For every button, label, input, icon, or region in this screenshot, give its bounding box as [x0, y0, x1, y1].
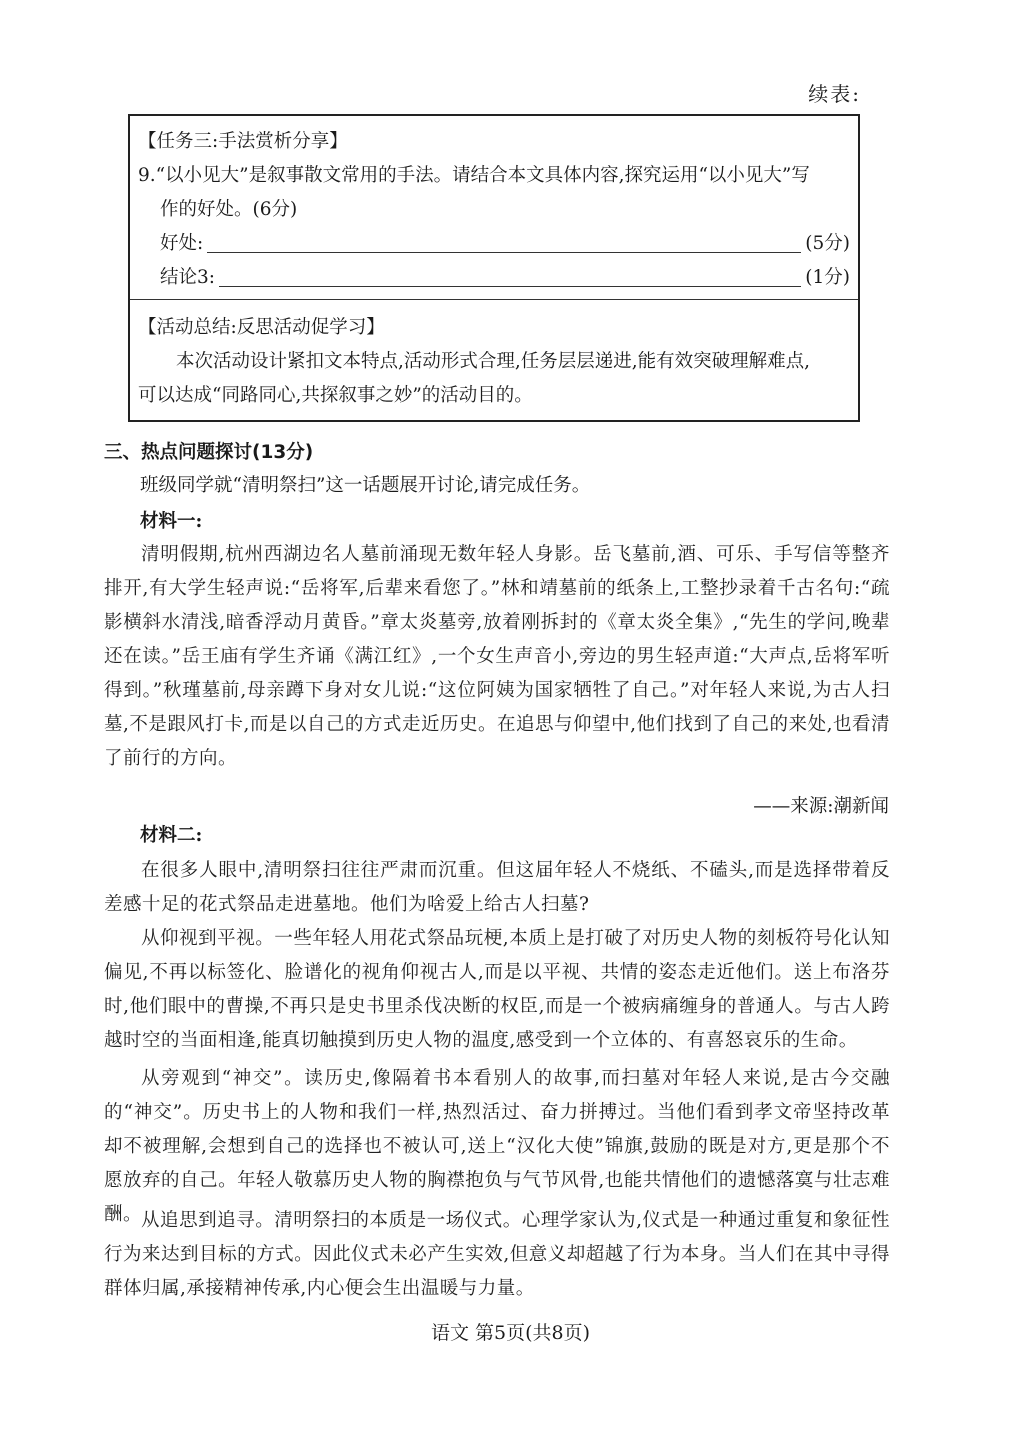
conclusion-answer-blank[interactable]	[219, 268, 801, 287]
summary-title: 【活动总结:反思活动促学习】	[138, 317, 385, 338]
material2-label: 材料二:	[140, 825, 203, 846]
summary-line2: 可以达成“同路同心,共探叙事之妙”的活动目的。	[138, 385, 533, 406]
material2-paragraph-4: 从追思到追寻。清明祭扫的本质是一场仪式。心理学家认为,仪式是一种通过重复和象征性行为来达到目标的方式。因此仪式未必产生实效,但意义却超越了行为本身。当人们在其中寻得群体归属,承接精神传承,内心便会生出温暖与力量。	[104, 1210, 890, 1299]
benefit-label: 好处:	[160, 233, 204, 254]
summary-line1: 本次活动设计紧扣文本特点,活动形式合理,任务层层递进,能有效突破理解难点,	[176, 351, 811, 372]
section3-heading: 三、热点问题探讨(13分)	[104, 442, 314, 463]
continued-label: 续表:	[808, 82, 861, 106]
conclusion-answer-row	[160, 266, 850, 290]
conclusion-label: 结论3:	[160, 267, 216, 288]
box-divider	[130, 299, 858, 300]
material1-text: 清明假期,杭州西湖边名人墓前涌现无数年轻人身影。岳飞墓前,酒、可乐、手写信等整齐排开,有大学生轻声说:“岳将军,后辈来看您了。”林和靖墓前的纸条上,工整抄录着千古名句:“疏影横斜水清浅,暗香浮动月黄昏。”章太炎墓旁,放着刚拆封的《章太炎全集》,“先生的学问,晚辈还在读。”岳王庙有学生齐诵《满江红》,一个女生声音小,旁边的男生轻声道:“大声点,岳将军听得到。”秋瑾墓前,母亲蹲下身对女儿说:“这位阿姨为国家牺牲了自己。”对年轻人来说,为古人扫墓,不是跟风打卡,而是以自己的方式走近历史。在追思与仰望中,他们找到了自己的来处,也看清了前行的方向。	[104, 544, 890, 769]
benefit-points: (5分)	[805, 233, 850, 254]
page-footer: 语文 第5页(共8页)	[430, 1322, 591, 1344]
benefit-answer-row	[160, 232, 850, 256]
question-9-line2: 作的好处。(6分)	[160, 199, 298, 220]
conclusion-points: (1分)	[805, 267, 850, 288]
task3-title: 【任务三:手法赏析分享】	[138, 131, 348, 152]
section3-intro: 班级同学就“清明祭扫”这一话题展开讨论,请完成任务。	[140, 475, 591, 496]
material2-paragraph-3: 从旁观到“神交”。读历史,像隔着书本看别人的故事,而扫墓对年轻人来说,是古今交融的“神交”。历史书上的人物和我们一样,热烈活过、奋力拼搏过。当他们看到孝文帝坚持改革却不被理解,会想到自己的选择也不被认可,送上“汉化大使”锦旗,鼓励的既是对方,更是那个不愿放弃的自己。年轻人敬慕历史人物的胸襟抱负与气节风骨,也能共情他们的遗憾落寞与壮志难酬。	[104, 1068, 890, 1225]
material2-paragraph-1: 在很多人眼中,清明祭扫往往严肃而沉重。但这届年轻人不烧纸、不磕头,而是选择带着反差感十足的花式祭品走进墓地。他们为啥爱上给古人扫墓?	[104, 860, 890, 915]
material1-source: ——来源:潮新闻	[753, 796, 889, 817]
material2-paragraph-2: 从仰视到平视。一些年轻人用花式祭品玩梗,本质上是打破了对历史人物的刻板符号化认知偏见,不再以标签化、脸谱化的视角仰视古人,而是以平视、共情的姿态走近他们。送上布洛芬时,他们眼中的曹操,不再只是史书里杀伐决断的权臣,而是一个被病痛缠身的普通人。与古人跨越时空的当面相逢,能真切触摸到历史人物的温度,感受到一个立体的、有喜怒哀乐的生命。	[104, 928, 890, 1051]
question-9-line1: 9.“以小见大”是叙事散文常用的手法。请结合本文具体内容,探究运用“以小见大”写	[138, 165, 810, 186]
material1-label: 材料一:	[140, 511, 203, 532]
task-box	[128, 114, 860, 422]
benefit-answer-blank[interactable]	[207, 234, 801, 253]
